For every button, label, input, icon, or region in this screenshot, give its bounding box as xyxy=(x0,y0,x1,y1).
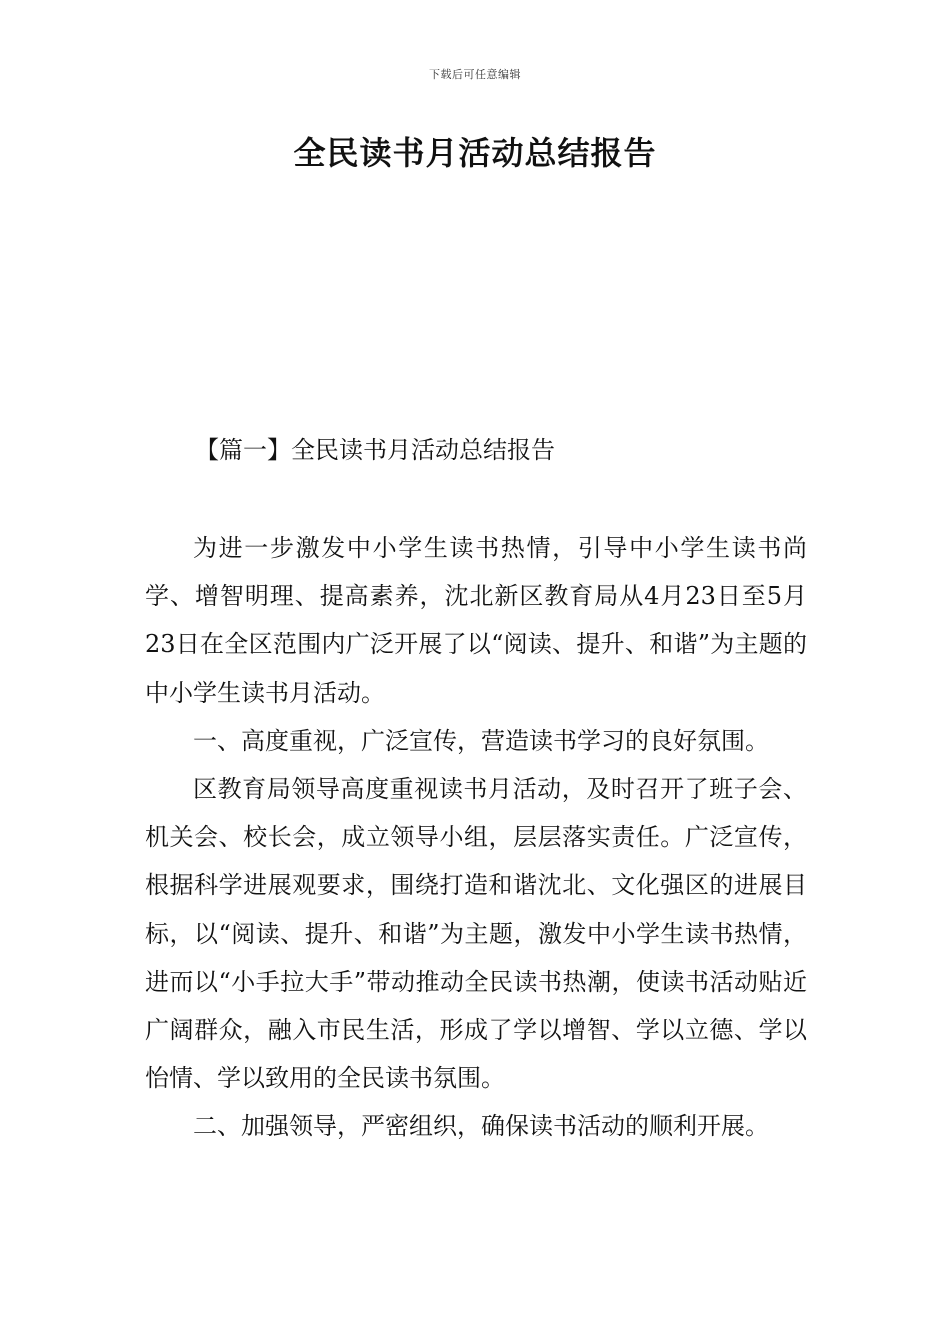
section-heading: 【篇一】全民读书月活动总结报告 xyxy=(195,436,555,464)
header-note: 下载后可任意编辑 xyxy=(429,68,521,81)
paragraph-intro: 为进一步激发中小学生读书热情，引导中小学生读书尚学、增智明理、提高素养，沈北新区教育局从4月23日至5月23日在全区范围内广泛开展了以“阅读、提升、和谐”为主题的中小学生读书月活动。 xyxy=(145,534,807,707)
paragraph-point-one-detail: 区教育局领导高度重视读书月活动，及时召开了班子会、机关会、校长会，成立领导小组，层层落实责任。广泛宣传，根据科学进展观要求，围绕打造和谐沈北、文化强区的进展目标，以“阅读、提升、和谐”为主题，激发中小学生读书热情，进而以“小手拉大手”带动推动全民读书热潮，使读书活动贴近广阔群众，融入市民生活，形成了学以增智、学以立德、学以怡情、学以致用的全民读书氛围。 xyxy=(145,775,807,1093)
document-body xyxy=(145,524,807,1151)
document-title: 全民读书月活动总结报告 xyxy=(293,134,657,172)
paragraph-point-one: 一、高度重视，广泛宣传，营造读书学习的良好氛围。 xyxy=(193,726,769,755)
paragraph-point-two: 二、加强领导，严密组织，确保读书活动的顺利开展。 xyxy=(193,1112,769,1141)
